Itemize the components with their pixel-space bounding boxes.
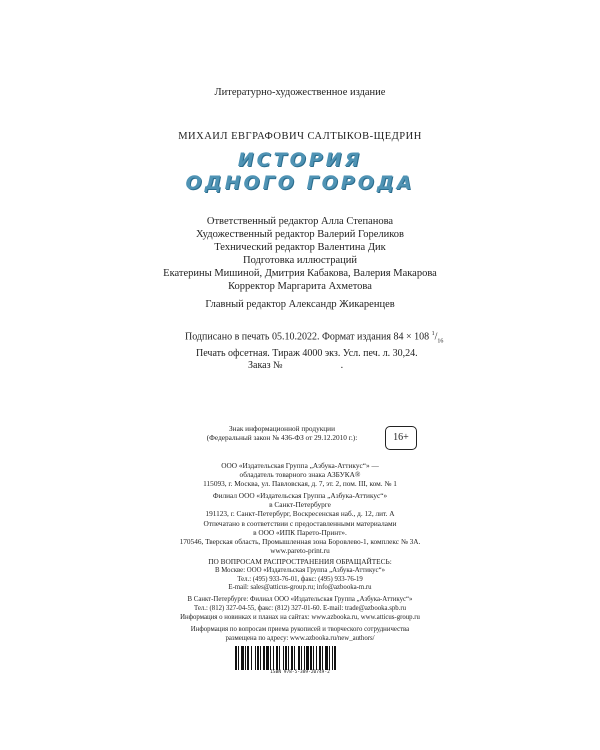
info-sign-line: Знак информационной продукции [229, 424, 335, 433]
manuscripts-line: Информация по вопросам приема рукописей и творческого сотрудничества [190, 626, 410, 633]
barcode-bar [270, 646, 271, 670]
distribution-line: В Москве: ООО «Издательская Группа „Азбука-Аттикус“» [215, 567, 385, 574]
barcode-bar [298, 646, 300, 670]
barcode-bar [247, 646, 249, 670]
barcode-bar [294, 646, 295, 670]
chief-editor: Главный редактор Александр Жикаренцев [205, 299, 395, 310]
credits [0, 215, 600, 293]
barcode-bar [319, 646, 321, 670]
barcode-bar [332, 646, 333, 670]
barcode-bar [288, 646, 289, 670]
barcode-bar [235, 646, 237, 670]
info-sign [0, 424, 582, 442]
barcode-bar [279, 646, 280, 670]
barcode-bar [276, 646, 278, 670]
isbn-text: ISBN 978-5-389-20749-2 [270, 670, 330, 675]
barcode-bar [255, 646, 256, 670]
credit-line: Корректор Маргарита Ахметова [228, 281, 372, 292]
print-info [0, 328, 600, 373]
barcode-bar [304, 646, 305, 670]
barcode-bar [310, 646, 312, 670]
distribution-line: Тел.: (812) 327-04-55, факс: (812) 327-01-60. E-mail: trade@azbooka.spb.ru [193, 604, 407, 612]
manuscripts-line: размещена по адресу: www.azbooka.ru/new_authors/ [225, 634, 375, 642]
distribution-line: E-mail: sales@atticus-group.ru; info@azbooka-m.ru [228, 584, 372, 592]
manuscripts-info [0, 626, 600, 643]
barcode-bar [251, 646, 252, 670]
credit-line: Подготовка иллюстраций [242, 255, 357, 266]
barcode-bar [266, 646, 269, 670]
book-title-line-1: ИСТОРИЯ [237, 149, 363, 171]
print-info-line: Подписано в печать 05.10.2022. Формат издания 84 × 108 $^1/_{16}$ [185, 331, 444, 345]
barcode-bar [238, 646, 239, 670]
barcode-bar [260, 646, 261, 670]
distribution-heading: ПО ВОПРОСАМ РАСПРОСТРАНЕНИЯ ОБРАЩАЙТЕСЬ: [208, 557, 392, 566]
distribution-line: В Санкт-Петербурге: Филиал ООО «Издательская Группа „Азбука-Аттикус“» [187, 596, 413, 603]
publisher-line: 191123, г. Санкт-Петербург, Воскресенская наб., д. 12, лит. А [205, 509, 395, 518]
credit-line: Технический редактор Валентина Дик [214, 242, 386, 253]
barcode-bar [325, 646, 328, 670]
barcode-bar [316, 646, 317, 670]
publisher-line: 115093, г. Москва, ул. Павловская, д. 7, эт. 2, пом. III, ком. № 1 [203, 479, 397, 488]
distribution-moscow [0, 567, 600, 593]
publisher-line: в Санкт-Петербурге [269, 500, 331, 509]
barcode-image [235, 646, 365, 670]
printing-line: 170546, Тверская область, Промышленная зона Боровлево-1, комплекс № 3А. [179, 537, 421, 546]
barcode-bar [322, 646, 323, 670]
age-rating-badge: 16+ [385, 426, 417, 450]
barcode-bar [291, 646, 293, 670]
publisher-line: ООО «Издательская Группа „Азбука-Аттикус“» — [221, 461, 379, 470]
info-sign-line: (Федеральный закон № 436-ФЗ от 29.12.2010 г.): [206, 433, 358, 442]
barcode-bar [306, 646, 309, 670]
barcode-bar [285, 646, 287, 670]
printing-info [0, 519, 600, 555]
author-name: МИХАИЛ ЕВГРАФОВИЧ САЛТЫКОВ-ЩЕДРИН [178, 131, 422, 142]
book-title-line-2: ОДНОГО ГОРОДА [185, 172, 415, 194]
barcode-bar [241, 646, 244, 670]
barcode-bar [257, 646, 259, 670]
barcode-bar [283, 646, 284, 670]
distribution-line: Тел.: (495) 933-76-01, факс: (495) 933-76-19 [237, 575, 363, 583]
barcode-bar [263, 646, 265, 670]
publisher-line: Филиал ООО «Издательская Группа „Азбука-Аттикус“» [212, 491, 388, 500]
barcode-bar [301, 646, 302, 670]
barcode-bar [273, 646, 274, 670]
barcode-bar [313, 646, 314, 670]
edition-type: Литературно-художественное издание [214, 87, 386, 98]
print-info-line: Печать офсетная. Тираж 4000 экз. Усл. печ. л. 30,24. [196, 347, 418, 359]
credit-line: Ответственный редактор Алла Степанова [206, 216, 394, 227]
order-number: Заказ № . [248, 360, 344, 372]
credit-line: Екатерины Мишиной, Дмитрия Кабакова, Валерия Макарова [163, 268, 437, 279]
info-sites: Информация о новинках и планах на сайтах: www.azbooka.ru, www.atticus-group.ru [180, 614, 420, 621]
barcode-bar [329, 646, 330, 670]
credit-line: Художественный редактор Валерий Гореликов [196, 229, 404, 240]
publisher-line: обладатель товарного знака АЗБУКА® [239, 470, 361, 479]
publisher-info [0, 461, 600, 518]
distribution-spb [0, 596, 600, 613]
printing-line: в ООО «ИПК Парето-Принт». [253, 528, 347, 537]
barcode-bar [334, 646, 336, 670]
barcode-bar [245, 646, 246, 670]
printing-line: www.pareto-print.ru [270, 546, 330, 555]
printing-line: Отпечатано в соответствии с предоставленными материалами [203, 519, 397, 528]
